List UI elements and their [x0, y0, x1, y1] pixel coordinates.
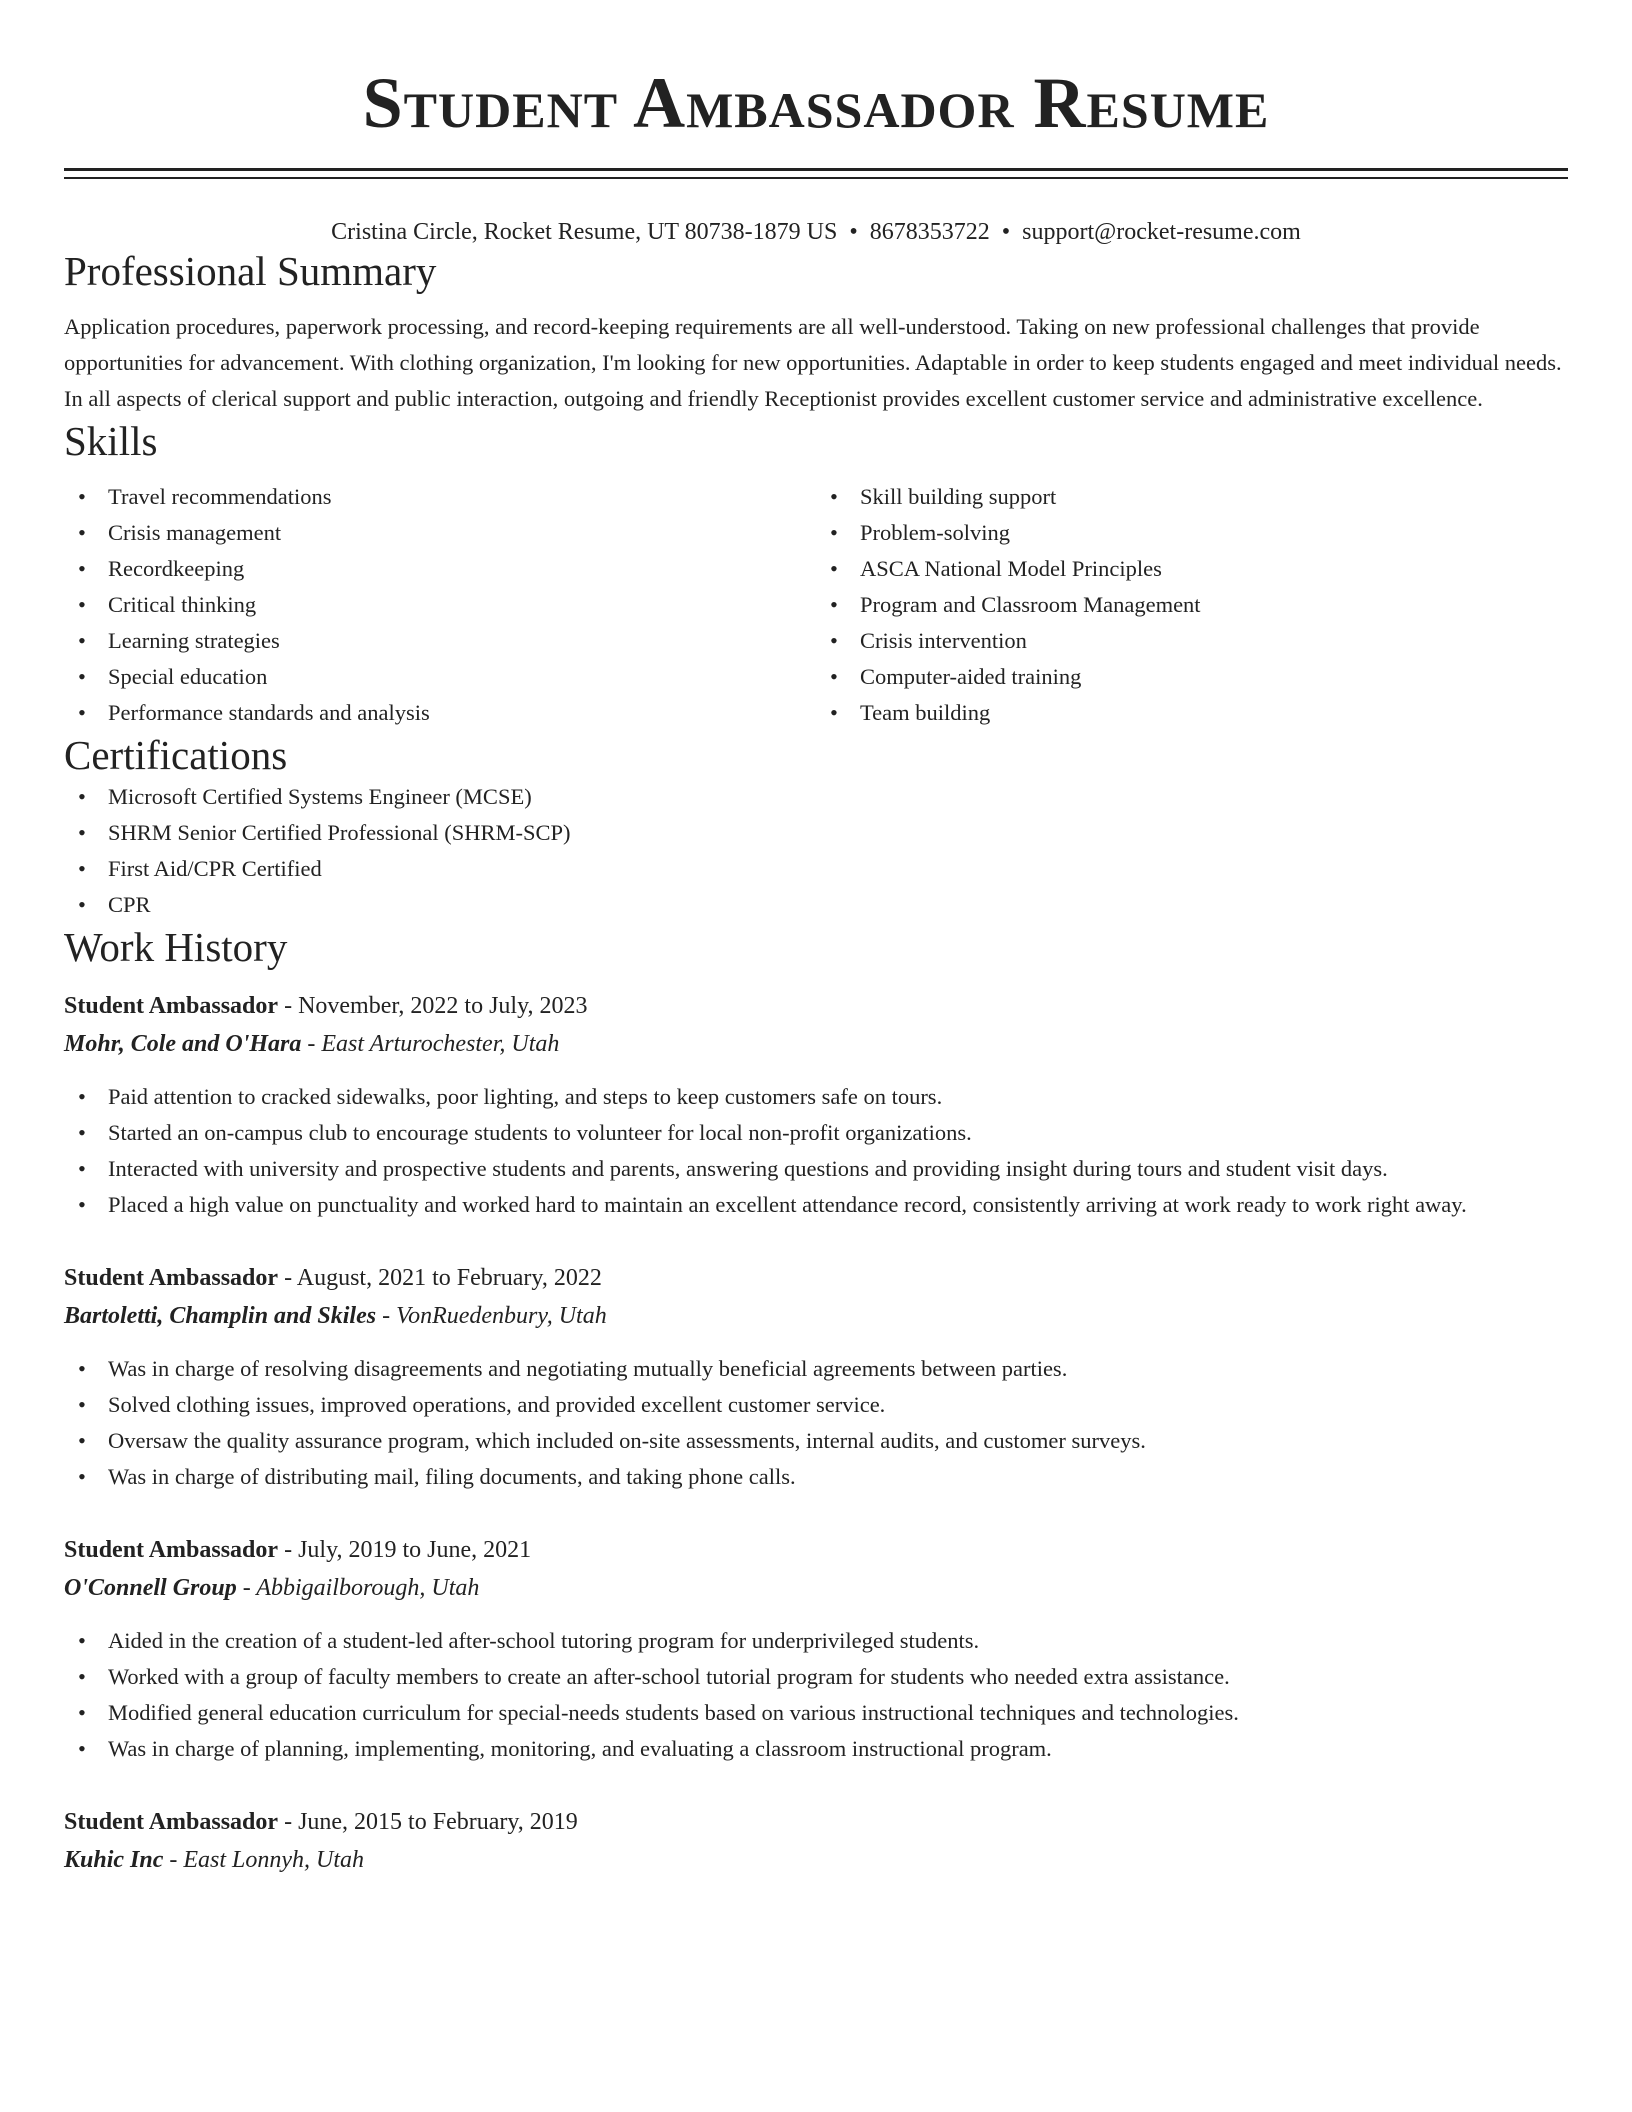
- job-dates: November, 2022 to July, 2023: [298, 993, 588, 1019]
- job-title-line: Student Ambassador - June, 2015 to February, 2019: [64, 1809, 578, 1835]
- job-bullets: [64, 1079, 1568, 1223]
- job-bullet: • Aided in the creation of a student-led after-school tutoring program for underprivileged students.: [64, 1623, 1568, 1659]
- job-bullet: • Oversaw the quality assurance program, which included on-site assessments, internal audits, and customer surveys.: [64, 1423, 1568, 1459]
- skill-item: • Learning strategies: [64, 623, 816, 659]
- job-title-line: Student Ambassador - August, 2021 to February, 2022: [64, 1265, 602, 1291]
- job-role: Student Ambassador: [64, 1537, 279, 1563]
- contact-phone: 8678353722: [869, 219, 990, 245]
- job-location: East Arturochester, Utah: [321, 1031, 560, 1057]
- job-role: Student Ambassador: [64, 993, 279, 1019]
- skills-list-right: [816, 479, 1568, 731]
- title-rule-thin: [64, 177, 1568, 179]
- skill-item: • Team building: [816, 695, 1568, 731]
- job-bullet: • Modified general education curriculum for special-needs students based on various instructional techniques and technologies.: [64, 1695, 1568, 1731]
- work-history-heading: Work History: [64, 924, 288, 970]
- skill-item: • Critical thinking: [64, 587, 816, 623]
- skill-item: • Skill building support: [816, 479, 1568, 515]
- job-company: Bartoletti, Champlin and Skiles: [64, 1303, 377, 1329]
- job-company: O'Connell Group: [64, 1575, 237, 1601]
- job-role: Student Ambassador: [64, 1809, 279, 1835]
- skill-item: • Travel recommendations: [64, 479, 816, 515]
- job-location: VonRuedenbury, Utah: [396, 1303, 607, 1329]
- skills-list-left: [64, 479, 816, 731]
- job-dates: June, 2015 to February, 2019: [298, 1809, 578, 1835]
- skills-heading: Skills: [64, 418, 158, 464]
- job-company-line: Bartoletti, Champlin and Skiles - VonRuedenbury, Utah: [64, 1303, 607, 1329]
- job-location: East Lonnyh, Utah: [183, 1847, 365, 1873]
- skill-item: • Computer-aided training: [816, 659, 1568, 695]
- job-company: Kuhic Inc: [64, 1847, 164, 1873]
- skill-item: • Special education: [64, 659, 816, 695]
- job-entry: [64, 1803, 1568, 1879]
- job-company: Mohr, Cole and O'Hara: [64, 1031, 302, 1057]
- job-bullets: [64, 1623, 1568, 1767]
- skill-item: • Performance standards and analysis: [64, 695, 816, 731]
- certification-item: • SHRM Senior Certified Professional (SHRM-SCP): [64, 815, 1568, 851]
- contact-separator: •: [1001, 219, 1011, 245]
- skill-item: • Crisis management: [64, 515, 816, 551]
- skills-columns: [64, 479, 1568, 731]
- skill-item: • Recordkeeping: [64, 551, 816, 587]
- job-bullet: • Paid attention to cracked sidewalks, poor lighting, and steps to keep customers safe on tours.: [64, 1079, 1568, 1115]
- contact-address: Cristina Circle, Rocket Resume, UT 80738-1879 US: [331, 219, 838, 245]
- certification-item: • Microsoft Certified Systems Engineer (MCSE): [64, 779, 1568, 815]
- job-location: Abbigailborough, Utah: [256, 1575, 480, 1601]
- job-bullet: • Was in charge of distributing mail, filing documents, and taking phone calls.: [64, 1459, 1568, 1495]
- certifications-list: [64, 779, 1568, 923]
- job-company-line: Mohr, Cole and O'Hara - East Arturochester, Utah: [64, 1031, 560, 1057]
- certifications-heading: Certifications: [64, 732, 288, 778]
- resume-content: [64, 0, 1568, 1879]
- skill-item: • Crisis intervention: [816, 623, 1568, 659]
- summary-text: Application procedures, paperwork processing, and record-keeping requirements are all well-understood. Taking on new professional challenges that provide opportunities for advancement. With clothing organization, I'm looking for new opportunities. Adaptable in order to keep students engaged and meet individual needs. In all aspects of clerical support and public interaction, outgoing and friendly Receptionist provides excellent customer service and administrative excellence.: [64, 314, 1562, 411]
- job-bullets: [64, 1351, 1568, 1495]
- job-title-line: Student Ambassador - July, 2019 to June, 2021: [64, 1537, 532, 1563]
- contact-email[interactable]: support@rocket-resume.com: [1022, 219, 1301, 245]
- contact-line: [64, 217, 1568, 247]
- job-bullet: • Solved clothing issues, improved operations, and provided excellent customer service.: [64, 1387, 1568, 1423]
- job-title-line: Student Ambassador - November, 2022 to July, 2023: [64, 993, 588, 1019]
- job-bullet: • Was in charge of planning, implementing, monitoring, and evaluating a classroom instructional program.: [64, 1731, 1568, 1767]
- job-entry: [64, 1531, 1568, 1767]
- job-company-line: O'Connell Group - Abbigailborough, Utah: [64, 1575, 480, 1601]
- job-entry: [64, 1259, 1568, 1495]
- job-bullet: • Was in charge of resolving disagreements and negotiating mutually beneficial agreements between parties.: [64, 1351, 1568, 1387]
- skill-item: • Program and Classroom Management: [816, 587, 1568, 623]
- job-role: Student Ambassador: [64, 1265, 279, 1291]
- job-entry: [64, 987, 1568, 1223]
- contact-separator: •: [849, 219, 858, 245]
- job-dates: August, 2021 to February, 2022: [296, 1265, 602, 1291]
- skill-item: • Problem-solving: [816, 515, 1568, 551]
- job-company-line: Kuhic Inc - East Lonnyh, Utah: [64, 1847, 365, 1873]
- job-dates: July, 2019 to June, 2021: [298, 1537, 532, 1563]
- certification-item: • First Aid/CPR Certified: [64, 851, 1568, 887]
- job-bullet: • Worked with a group of faculty members to create an after-school tutorial program for students who needed extra assistance.: [64, 1659, 1568, 1695]
- certification-item: • CPR: [64, 887, 1568, 923]
- skill-item: • ASCA National Model Principles: [816, 551, 1568, 587]
- job-bullet: • Started an on-campus club to encourage students to volunteer for local non-profit organizations.: [64, 1115, 1568, 1151]
- resume-title: Student Ambassador Resume: [362, 63, 1270, 143]
- summary-heading: Professional Summary: [64, 248, 437, 294]
- job-bullet: • Placed a high value on punctuality and worked hard to maintain an excellent attendance record, consistently arriving at work ready to work right away.: [64, 1187, 1568, 1223]
- job-bullet: • Interacted with university and prospective students and parents, answering questions and providing insight during tours and student visit days.: [64, 1151, 1568, 1187]
- title-rule-thick: [64, 168, 1568, 171]
